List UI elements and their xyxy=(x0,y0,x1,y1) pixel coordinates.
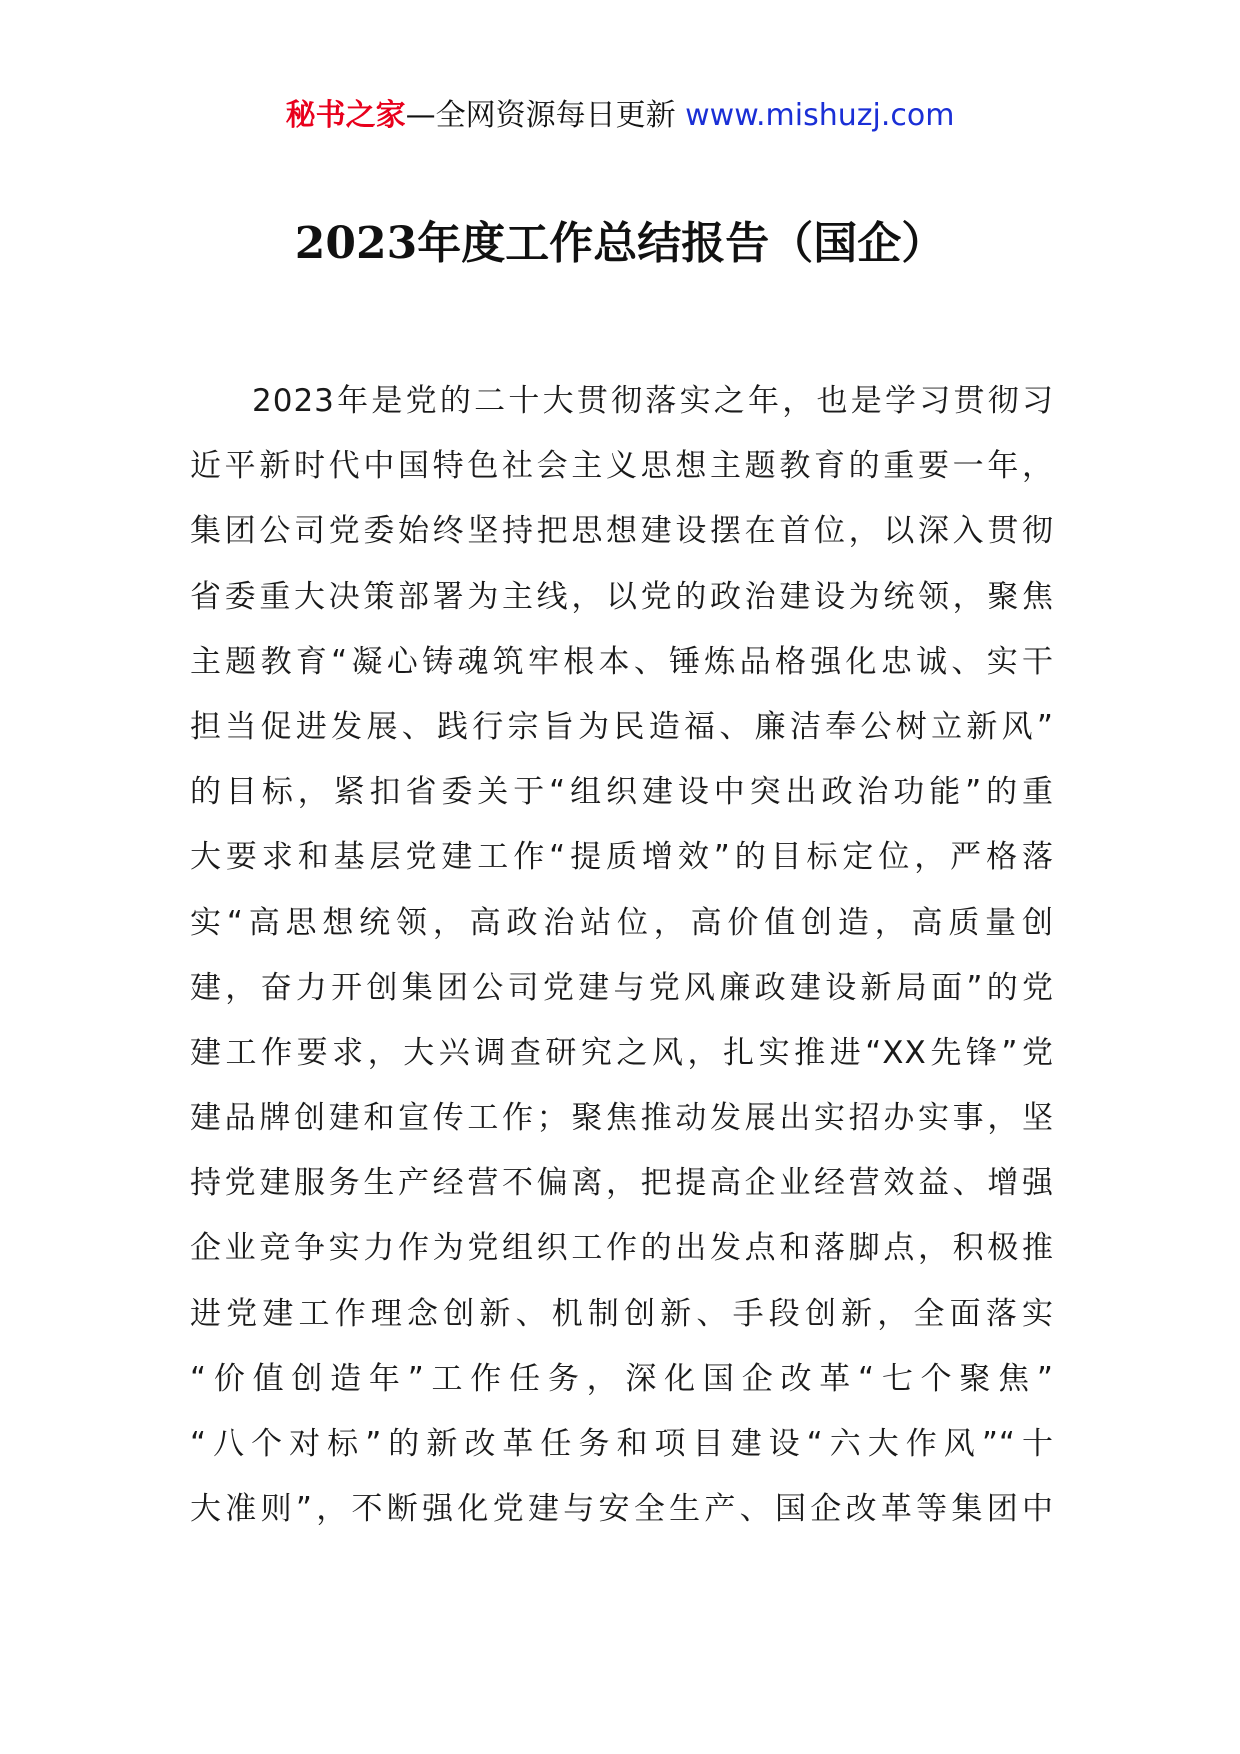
site-url: www.mishuzj.com xyxy=(685,98,955,133)
body-line: 近平新时代中国特色社会主义思想主题教育的重要一年， xyxy=(190,448,1054,485)
body-line: 主题教育“凝心铸魂筑牢根本、锤炼品格强化忠诚、实干 xyxy=(190,643,1054,680)
body-line: 持党建服务生产经营不偏离，把提高企业经营效益、增强 xyxy=(190,1165,1054,1202)
document-title: 2023年度工作总结报告（国企） xyxy=(294,218,946,269)
body-line: 建品牌创建和宣传工作；聚焦推动发展出实招办实事，坚 xyxy=(190,1100,1054,1137)
body-line: 省委重大决策部署为主线，以党的政治建设为统领，聚焦 xyxy=(190,578,1054,615)
site-header xyxy=(0,96,1240,136)
body-line: 2023年是党的二十大贯彻落实之年，也是学习贯彻习 xyxy=(252,383,1054,419)
body-line: 大要求和基层党建工作“提质增效”的目标定位，严格落 xyxy=(190,839,1054,876)
body-line: 企业竞争实力作为党组织工作的出发点和落脚点，积极推 xyxy=(190,1230,1054,1267)
body-line: 进党建工作理念创新、机制创新、手段创新，全面落实 xyxy=(190,1295,1054,1332)
brand-name: 秘书之家 xyxy=(285,98,406,133)
document-body xyxy=(190,369,1054,1542)
body-line: 建工作要求，大兴调查研究之风，扎实推进“XX先锋”党 xyxy=(190,1034,1054,1071)
body-line: 建，奋力开创集团公司党建与党风廉政建设新局面”的党 xyxy=(190,969,1054,1006)
body-line: “价值创造年”工作任务，深化国企改革“七个聚焦” xyxy=(190,1360,1054,1397)
body-line: 大准则”，不断强化党建与安全生产、国企改革等集团中 xyxy=(190,1491,1054,1528)
header-slogan: —全网资源每日更新 xyxy=(405,98,686,133)
body-line: 实“高思想统领，高政治站位，高价值创造，高质量创 xyxy=(190,904,1054,941)
body-line: “八个对标”的新改革任务和项目建设“六大作风”“十 xyxy=(190,1426,1054,1462)
body-line: 集团公司党委始终坚持把思想建设摆在首位，以深入贯彻 xyxy=(190,513,1054,550)
body-line: 担当促进发展、践行宗旨为民造福、廉洁奉公树立新风” xyxy=(190,708,1054,745)
body-line: 的目标，紧扣省委关于“组织建设中突出政治功能”的重 xyxy=(190,774,1054,811)
